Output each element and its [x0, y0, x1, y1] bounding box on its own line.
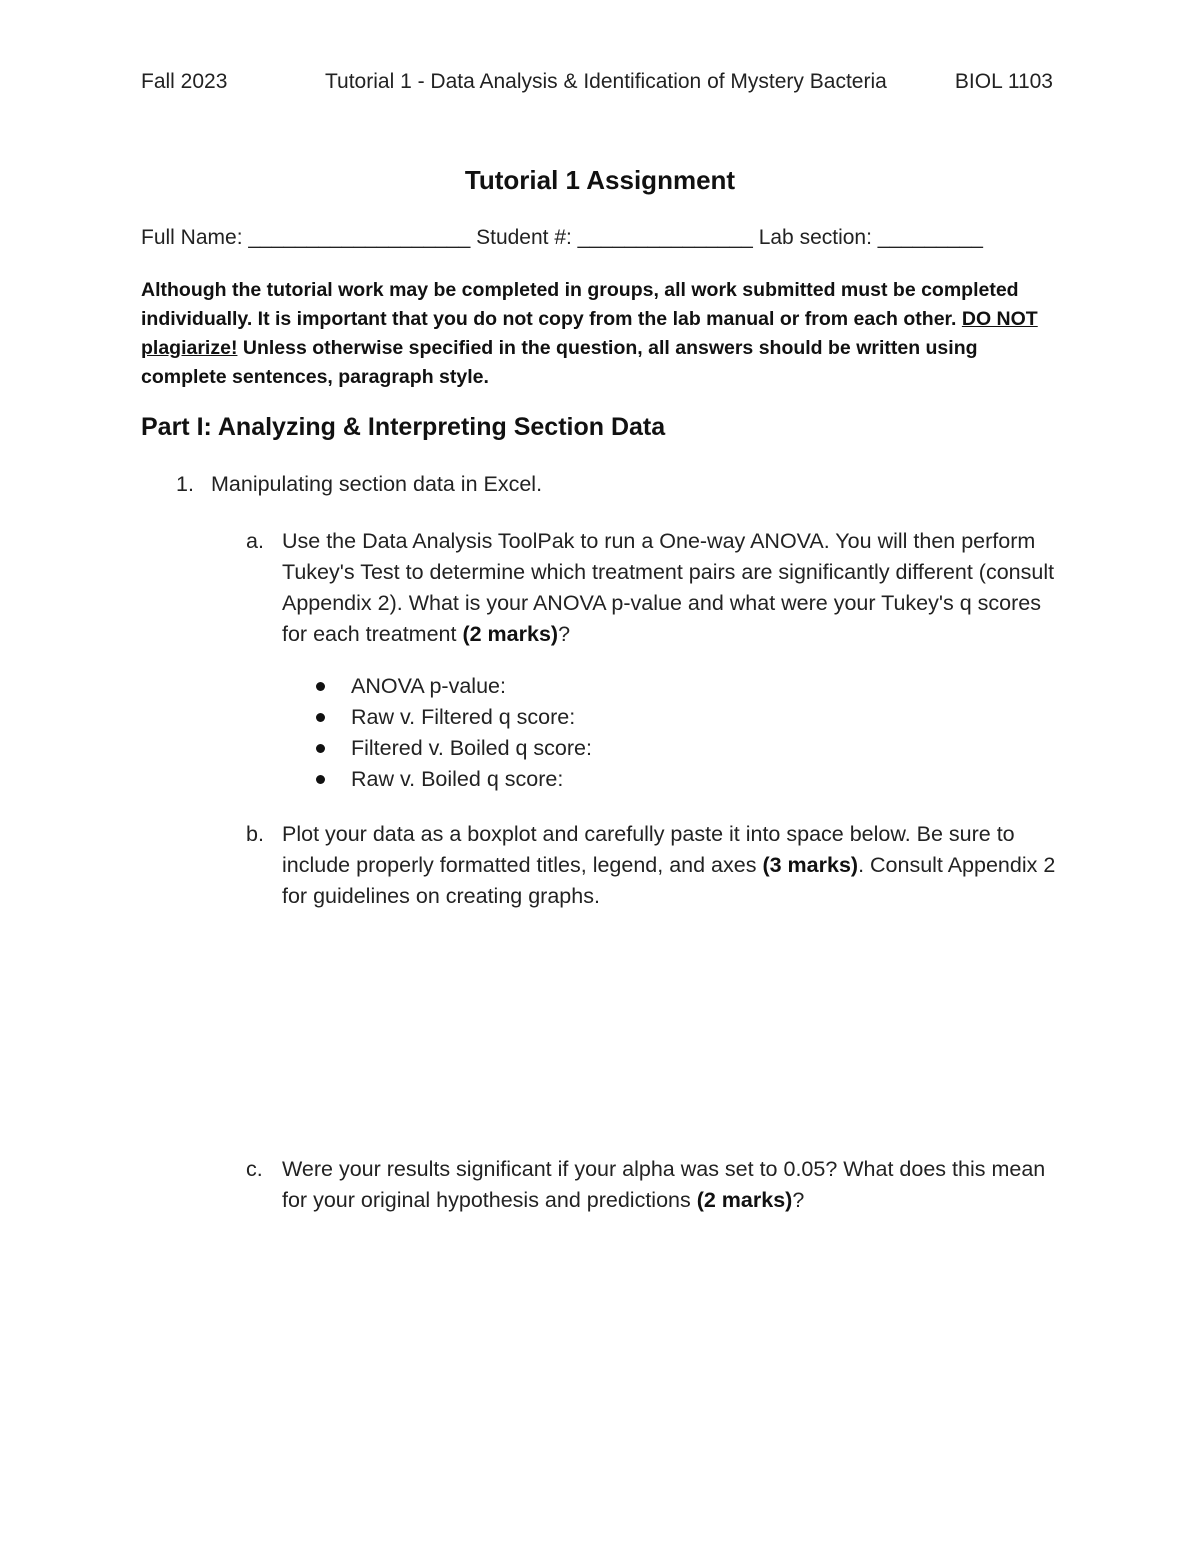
question-c-letter: c. — [246, 1157, 263, 1181]
page-header — [141, 70, 1053, 98]
question-a-marks: (2 marks) — [462, 622, 559, 646]
header-term: Fall 2023 — [141, 70, 228, 93]
question-b-suffix: . Consult Appendix 2 for guidelines on creating graphs. — [282, 853, 1056, 908]
bullet-label: Raw v. Filtered q score: — [351, 705, 576, 729]
bullet-icon — [316, 744, 325, 753]
bullet-icon — [316, 713, 325, 722]
question-c-body — [282, 1154, 1066, 1216]
instructions-paragraph — [141, 276, 1061, 392]
question-b — [246, 819, 1066, 912]
question-b-body — [282, 819, 1066, 912]
question-a-suffix: ? — [558, 622, 571, 646]
question-1-text: Manipulating section data in Excel. — [211, 472, 543, 496]
plagiarism-warning: DO NOT plagiarize! — [141, 308, 1038, 359]
question-c-marks: (2 marks) — [696, 1188, 793, 1212]
bullet-label: ANOVA p-value: — [351, 674, 506, 698]
question-a — [246, 526, 1066, 650]
question-c-text: Were your results significant if your alpha was set to 0.05? What does this mean for your original hypothesis and predictions — [282, 1157, 1046, 1212]
list-item — [314, 671, 592, 702]
question-a-body — [282, 526, 1066, 650]
question-b-letter: b. — [246, 822, 264, 846]
instructions-text-1: Although the tutorial work may be completed in groups, all work submitted must be completed individually. It is important that you do not copy from the lab manual or from each other. — [141, 279, 1019, 330]
header-course-title: Tutorial 1 - Data Analysis & Identification of Mystery Bacteria — [325, 70, 887, 93]
answer-bullet-list — [314, 671, 592, 795]
document-title: Tutorial 1 Assignment — [464, 165, 736, 195]
question-a-letter: a. — [246, 529, 264, 553]
question-c — [246, 1154, 1066, 1216]
question-b-text: Plot your data as a boxplot and carefully paste it into space below. Be sure to include properly formatted titles, legend, and axes — [282, 822, 1015, 877]
bullet-label: Raw v. Boiled q score: — [351, 767, 564, 791]
list-item — [314, 702, 592, 733]
bullet-label: Filtered v. Boiled q score: — [351, 736, 592, 760]
bullet-icon — [316, 682, 325, 691]
list-item — [314, 764, 592, 795]
part-heading: Part I: Analyzing & Interpreting Section Data — [141, 413, 666, 441]
instructions-text-2: Unless otherwise specified in the question, all answers should be written using complete sentences, paragraph style. — [141, 337, 978, 388]
student-info-line: Full Name: ___________________ Student #: _______________ Lab section: _________ — [141, 226, 983, 249]
question-c-suffix: ? — [792, 1188, 805, 1212]
question-a-text: Use the Data Analysis ToolPak to run a One-way ANOVA. You will then perform Tukey's Test to determine which treatment pairs are significantly different (consult Appendix 2). What is your ANOVA p-value and what were your Tukey's q scores for each treatment — [282, 529, 1055, 646]
question-b-marks: (3 marks) — [762, 853, 859, 877]
bullet-icon — [316, 775, 325, 784]
question-1-number: 1. — [176, 472, 194, 496]
list-item — [314, 733, 592, 764]
header-course-code: BIOL 1103 — [954, 70, 1053, 93]
question-1 — [176, 472, 542, 497]
